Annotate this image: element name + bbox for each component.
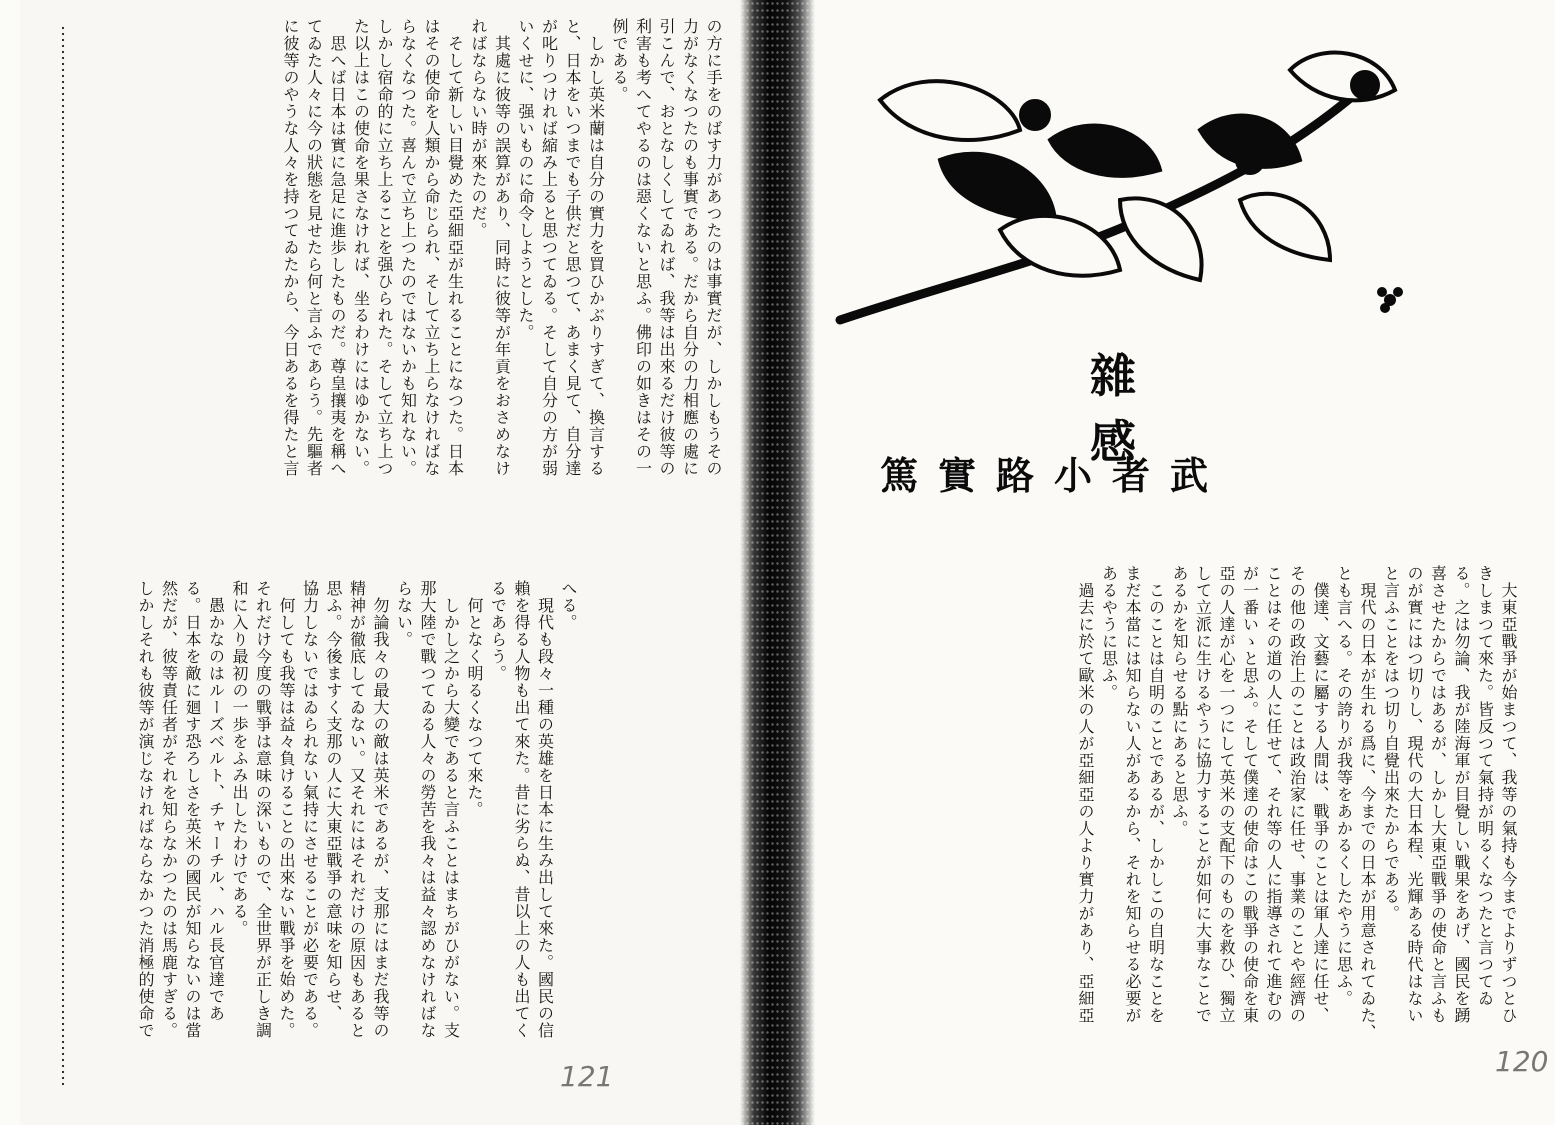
flower-bud [1021, 101, 1049, 129]
right-page-bottom-column: 大東亞戰爭が始まつて、我等の氣持も今までよりずつとひ きしまつて來た。皆反つて氣持が明るくなつたと言つてゐ る。之は勿論、我が陸海軍が目覺しい戰果をあげ、國民を踴 喜させたからではあるが、しかし大東亞戰爭の使命と言ふも のが實にはつ切りし、現代の大日本程、光輝ある時代はない と言ふことをはつ切り自覺出來たからである。 現代の日本が生れる爲に、今までの日本が用意されてゐた、 とも言へる。その誇りが我等をあかるくしたやうに思ふ。 僕達、文藝に屬する人間は、戰爭のことは軍人達に任せ、 その他の政治上のことは政治家に任せ、事業のことや經濟の ことはその道の人に任せて、それ等の人に指導されて進むの が一番いゝと思ふ。そして僕達の使命はこの戰爭の使命を東 亞の人達が心を一つにして英米の支配下のものを救ひ、獨立 して立派に生けるやうに協力することが如何に大事なことで あるかを知らせる點にあると思ふ。 このことは自明のことであるが、しかしこの自明なことを まだ本當には知らない人があるから、それを知らせる必要が あるやうに思ふ。 過去に於て歐米の人が亞細亞の人より實力があり、亞細亞 [1076, 565, 1518, 1041]
leaf [1120, 198, 1202, 280]
leaf [1290, 53, 1395, 101]
binding-gutter-shadow [740, 0, 815, 1125]
flower-bud [1237, 147, 1263, 173]
leaf [1240, 194, 1330, 260]
small-blossom-petal [1380, 303, 1390, 313]
article-title: 雜感 [1090, 349, 1286, 469]
left-page-bottom-column: へる。 現代も段々一種の英雄を日本に生み出して來た。國民の信 賴を得る人物も出て來た。昔に劣らぬ、昔以上の人も出てく るであらう。 何となく明るくなつて來た。 しかし之から大變であると言ふことはまちがひがない。支 那大陸で戰つてゐる人々の勞苦を我々は益々認めなければな らない。 勿論我々の最大の敵は英米であるが、支那にはまだ我等の 精神が徹底してゐない。又それにはそれだけの原因もあると 思ふ。今後ますく支那の人に大東亞戰爭の意味を知らせ、 協力しないではゐられない氣持にさせることが必要である。 何しても我等は益々負けることの出來ない戰爭を始めた。 それだけ今度の戰爭は意味の深いもので、全世界が正しき調 和に入り最初の一歩をふみ出したわけである。 愚かなのはルーズベルト、チャーチル、ハル長官達であ る。日本を敵に廻す恐ろしさを英米の國民が知らないのは當 然だが、彼等責任者がそれを知らなかつたのは馬鹿すぎる。 しかしそれも彼等が演じなければならなかつた消極的使命で [136, 580, 578, 1039]
leaf [940, 154, 1055, 220]
botanical-illustration [820, 20, 1420, 350]
leaf [1050, 126, 1160, 176]
dotted-margin-rule [60, 25, 66, 1085]
article-author: 武者小路實篤 [880, 453, 1229, 498]
left-page-top-column: の方に手をのばす力があつたのは事實だが、しかしもうその 力がなくなつたのも事實である。だから自分の力相應の處に 引こんで、おとなしくしてゐれば、我等は出來るだけ彼等の 利害も考へてやるのは惡くないと思ふ。佛印の如きはその一 例である。 しかし英米蘭は自分の實力を買ひかぶりすぎて、換言する と、日本をいつまでも子供だと思つて、あまく見て、自分達 が叱りつければ縮み上ると思つてゐる。そして自分の方が弱 いくせに、强いものに命令しようとした。 其處に彼等の誤算があり、同時に彼等が年貢をおさめなけ ればならない時が來たのだ。 そして新しい目覺めた亞細亞が生れることになつた。日本 はその使命を人類から命じられ、そして立ち上らなければな らなくなつた。喜んで立ち上つたのではないかも知れない。 しかし宿命的に立ち上ることを强ひられた。そして立ち上つ た以上はこの使命を果さなければ、坐るわけにはゆかない。 思へば日本は實に急足に進歩したものだ。尊皇攘夷を稱へ てゐた人々に今の狀態を見せたら何と言ふであらう。先驅者 に彼等のやうな人々を持つてゐたから、今日あるを得たと言 [281, 18, 723, 477]
small-blossom-petal [1393, 287, 1403, 297]
leaf [880, 81, 1020, 140]
flower-bud [1352, 72, 1378, 98]
small-blossom-petal [1377, 287, 1387, 297]
page-number-right: 120 [1495, 1045, 1549, 1078]
page-number-left: 121 [560, 1060, 614, 1093]
